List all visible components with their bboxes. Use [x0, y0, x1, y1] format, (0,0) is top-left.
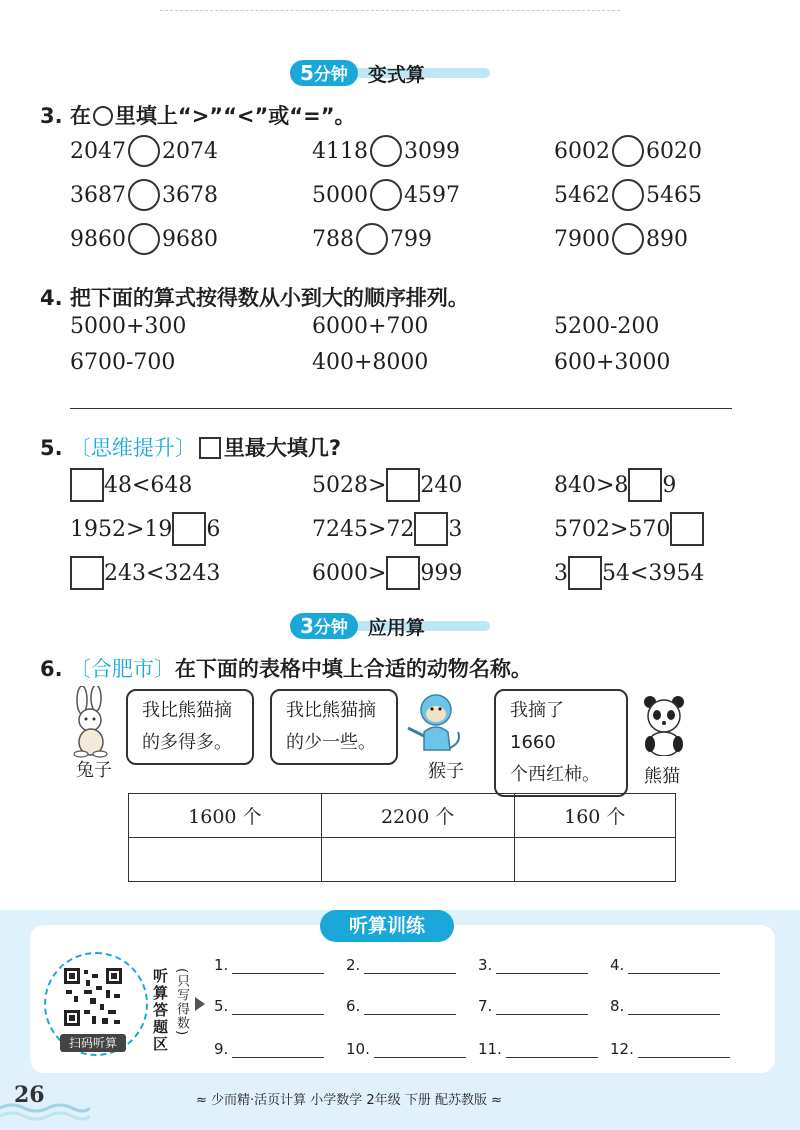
answer-box[interactable]	[628, 468, 662, 502]
animal-label-monkey: 猴子	[428, 761, 464, 782]
comparison-item	[554, 135, 702, 167]
fill-prefix: 5702>570	[554, 516, 671, 542]
top-divider	[160, 10, 620, 12]
section-title: 变式算	[367, 63, 425, 86]
fill-item	[554, 512, 704, 546]
right-number: 6020	[646, 138, 702, 164]
answer-circle[interactable]	[612, 223, 644, 255]
answer-line[interactable]	[496, 999, 588, 1015]
fill-item	[312, 468, 462, 502]
fill-suffix: 48<648	[104, 472, 193, 498]
bubble-text: 我比熊猫摘	[286, 700, 376, 721]
rabbit-icon	[66, 686, 116, 758]
comparison-item	[70, 135, 218, 167]
right-number: 5465	[646, 182, 702, 208]
section-time-badge: 5分钟	[290, 60, 358, 86]
answer-area-sublabel: (只写得数)	[174, 968, 189, 1037]
question-5-heading	[40, 432, 341, 462]
answer-number: 3.	[478, 956, 493, 974]
fill-item	[70, 512, 220, 546]
table-header-cell: 2200 个	[321, 794, 514, 838]
answer-circle[interactable]	[128, 135, 160, 167]
answer-number: 8.	[610, 997, 625, 1015]
box-icon	[199, 437, 221, 459]
question-number: 6.	[40, 657, 63, 681]
expression: 5200-200	[554, 314, 660, 339]
listening-answer-item	[478, 956, 588, 974]
listening-answer-item	[214, 997, 324, 1015]
comparison-item	[312, 223, 432, 255]
question-number: 5.	[40, 436, 63, 460]
answer-line[interactable]	[364, 958, 456, 974]
fill-suffix: 6	[206, 516, 221, 542]
question-text: 里最大填几?	[223, 436, 342, 460]
answer-line[interactable]	[374, 1042, 466, 1058]
left-number: 7900	[554, 226, 610, 252]
right-number: 3099	[404, 138, 460, 164]
left-number: 4118	[312, 138, 368, 164]
fill-prefix: 7245>72	[312, 516, 415, 542]
table-header-cell: 160 个	[514, 794, 675, 838]
fill-item	[70, 468, 192, 502]
expression: 400+8000	[312, 350, 429, 375]
left-number: 788	[312, 226, 354, 252]
expression: 6700-700	[70, 350, 176, 375]
question-3-heading	[40, 100, 356, 130]
listening-answer-item	[478, 1040, 598, 1058]
answer-line[interactable]	[638, 1042, 730, 1058]
answer-number: 2.	[346, 956, 361, 974]
answer-number: 11.	[478, 1040, 502, 1058]
question-number: 3.	[40, 104, 63, 128]
question-6-heading	[40, 653, 532, 683]
footer-text: ≈ 少而精·活页计算 小学数学 2年级 下册 配苏教版 ≈	[196, 1093, 502, 1108]
answer-box[interactable]	[414, 512, 448, 546]
answer-number: 6.	[346, 997, 361, 1015]
arrow-right-icon	[194, 996, 206, 1012]
left-number: 3687	[70, 182, 126, 208]
answer-circle[interactable]	[612, 179, 644, 211]
bubble-text: 我摘了 1660	[510, 700, 564, 753]
answer-box[interactable]	[386, 468, 420, 502]
right-number: 9680	[162, 226, 218, 252]
question-text: 里填上“>”“<”或“=”。	[114, 104, 356, 128]
table-answer-cell[interactable]	[321, 838, 514, 882]
left-number: 6002	[554, 138, 610, 164]
fill-suffix: 54<3954	[602, 560, 705, 586]
fill-suffix: 999	[420, 560, 463, 586]
answer-number: 12.	[610, 1040, 634, 1058]
answer-box[interactable]	[70, 468, 104, 502]
animal-table	[128, 793, 676, 882]
qr-code-icon[interactable]	[62, 966, 124, 1028]
fill-suffix: 3	[448, 516, 463, 542]
table-header-row	[129, 794, 676, 838]
fill-prefix: 6000>	[312, 560, 387, 586]
answer-line[interactable]	[232, 958, 324, 974]
listening-answer-item	[346, 956, 456, 974]
answer-number: 10.	[346, 1040, 370, 1058]
left-number: 5000	[312, 182, 368, 208]
right-number: 2074	[162, 138, 218, 164]
section-time-badge: 3分钟	[290, 613, 358, 639]
fill-suffix: 9	[662, 472, 677, 498]
answer-line[interactable]	[364, 999, 456, 1015]
bubble-text: 的多得多。	[142, 732, 232, 753]
animal-label-panda: 熊猫	[644, 766, 680, 787]
listening-answer-item	[346, 997, 456, 1015]
listening-answer-item	[610, 1040, 730, 1058]
fill-item	[70, 556, 220, 590]
answer-box[interactable]	[172, 512, 206, 546]
comparison-item	[312, 179, 460, 211]
answer-line[interactable]	[232, 1042, 324, 1058]
answer-circle[interactable]	[370, 135, 402, 167]
table-answer-cell[interactable]	[129, 838, 322, 882]
speech-bubble-panda	[494, 689, 628, 797]
fill-item	[554, 468, 676, 502]
table-answer-cell[interactable]	[514, 838, 675, 882]
section-header-drill	[290, 60, 490, 86]
question-number: 4.	[40, 286, 63, 310]
answer-line[interactable]	[232, 999, 324, 1015]
table-answer-row	[129, 838, 676, 882]
fill-prefix: 3	[554, 560, 568, 586]
question-4-heading	[40, 282, 469, 312]
section-header-applied	[290, 613, 490, 639]
left-number: 9860	[70, 226, 126, 252]
answer-circle[interactable]	[612, 135, 644, 167]
comparison-item	[70, 179, 218, 211]
answer-line[interactable]	[506, 1042, 598, 1058]
page-number: 26	[14, 1082, 45, 1108]
question-tag: 〔合肥市〕	[69, 657, 175, 681]
circle-icon	[93, 106, 113, 126]
bubble-text: 的少一些。	[286, 732, 376, 753]
question-text: 把下面的算式按得数从小到大的顺序排列。	[69, 286, 469, 310]
right-number: 799	[390, 226, 432, 252]
fill-item	[554, 556, 704, 590]
bubble-text: 我比熊猫摘	[142, 700, 232, 721]
comparison-item	[554, 179, 702, 211]
answer-line[interactable]	[70, 408, 732, 409]
listening-title: 听算训练	[320, 910, 454, 942]
comparison-item	[312, 135, 460, 167]
answer-area-label: 听算答题区	[151, 968, 169, 1053]
answer-line[interactable]	[628, 999, 720, 1015]
answer-box[interactable]	[70, 556, 104, 590]
answer-number: 5.	[214, 997, 229, 1015]
monkey-icon	[404, 692, 464, 756]
fill-prefix: 5028>	[312, 472, 387, 498]
listening-answer-item	[346, 1040, 466, 1058]
right-number: 890	[646, 226, 688, 252]
panda-icon	[636, 692, 692, 756]
right-number: 3678	[162, 182, 218, 208]
listening-answer-item	[610, 956, 720, 974]
left-number: 5462	[554, 182, 610, 208]
animal-label-rabbit: 兔子	[76, 760, 112, 781]
comparison-item	[70, 223, 218, 255]
answer-circle[interactable]	[128, 179, 160, 211]
answer-circle[interactable]	[370, 179, 402, 211]
answer-number: 1.	[214, 956, 229, 974]
question-tag: 〔思维提升〕	[69, 436, 196, 460]
question-text: 在	[69, 104, 91, 128]
answer-circle[interactable]	[128, 223, 160, 255]
answer-line[interactable]	[496, 958, 588, 974]
listening-answer-item	[214, 956, 324, 974]
fill-suffix: 240	[420, 472, 463, 498]
expression: 600+3000	[554, 350, 671, 375]
fill-item	[312, 512, 462, 546]
section-title: 应用算	[367, 616, 425, 639]
answer-number: 4.	[610, 956, 625, 974]
speech-bubble-monkey	[270, 689, 398, 765]
comparison-item	[554, 223, 688, 255]
qr-caption: 扫码听算	[60, 1034, 126, 1052]
right-number: 4597	[404, 182, 460, 208]
question-text: 在下面的表格中填上合适的动物名称。	[174, 657, 532, 681]
fill-suffix: 243<3243	[104, 560, 221, 586]
answer-box[interactable]	[670, 512, 704, 546]
table-header-cell: 1600 个	[129, 794, 322, 838]
answer-line[interactable]	[628, 958, 720, 974]
answer-number: 9.	[214, 1040, 229, 1058]
answer-box[interactable]	[386, 556, 420, 590]
bubble-text: 个西红柿。	[510, 764, 600, 785]
left-number: 2047	[70, 138, 126, 164]
listening-answer-item	[610, 997, 720, 1015]
fill-prefix: 840>8	[554, 472, 629, 498]
fill-item	[312, 556, 462, 590]
expression: 5000+300	[70, 314, 187, 339]
fill-prefix: 1952>19	[70, 516, 173, 542]
speech-bubble-rabbit	[126, 689, 254, 765]
answer-box[interactable]	[568, 556, 602, 590]
answer-number: 7.	[478, 997, 493, 1015]
listening-answer-item	[214, 1040, 324, 1058]
answer-circle[interactable]	[356, 223, 388, 255]
expression: 6000+700	[312, 314, 429, 339]
listening-answer-item	[478, 997, 588, 1015]
